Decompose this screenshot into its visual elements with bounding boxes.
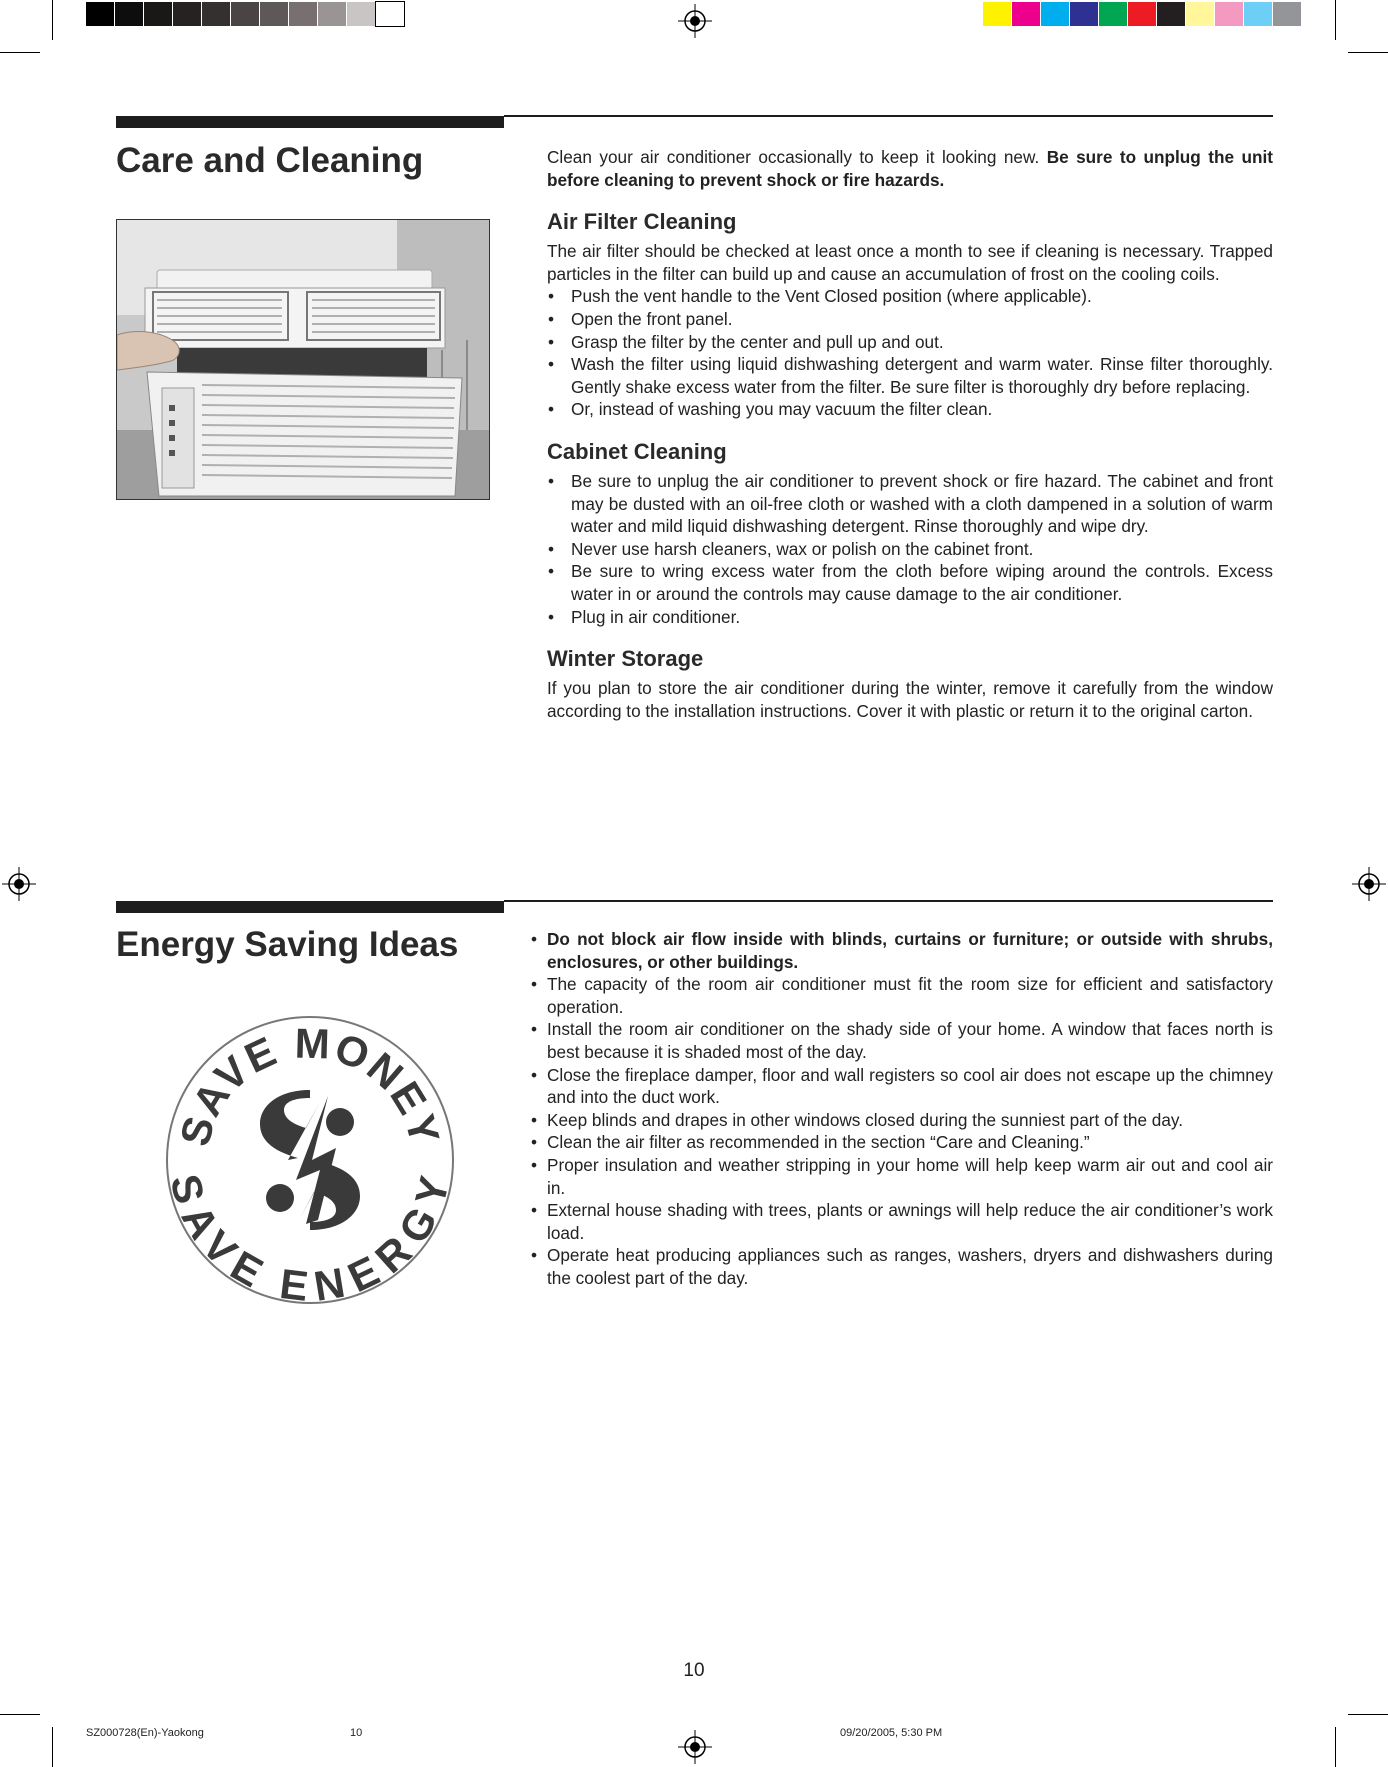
air-conditioner-photo [116,219,490,500]
list-item: • The capacity of the room air conditioner must fit the room size for efficient and satisfactory operation. [520,973,1273,1018]
air-filter-steps [547,285,1273,421]
color-swatch [173,2,201,26]
registration-mark-top [678,4,712,38]
crop-mark [52,1727,53,1767]
list-item: • Close the fireplace damper, floor and wall registers so cool air does not escape up the chimney and into the duct work. [520,1064,1273,1109]
energy-section-title: Energy Saving Ideas [116,925,459,964]
energy-tips [520,928,1273,1290]
care-intro-text: Clean your air conditioner occasionally to keep it looking new. [547,147,1047,167]
list-item: • External house shading with trees, plants or awnings will help reduce the air conditioner’s work load. [520,1199,1273,1244]
list-item: • Wash the filter using liquid dishwashing detergent and warm water. Rinse filter thoroughly. Gently shake excess water from the filter. Be sure filter is thoroughly dry before replacing. [547,353,1273,398]
list-item: • Grasp the filter by the center and pull up and out. [547,331,1273,354]
color-swatch [1157,2,1185,26]
list-item: • Proper insulation and weather stripping in your home will help keep warm air out and cool air in. [520,1154,1273,1199]
list-item: • Operate heat producing appliances such as ranges, washers, dryers and dishwashers during the coolest part of the day. [520,1244,1273,1289]
list-item [520,928,1273,973]
air-filter-heading: Air Filter Cleaning [547,209,737,235]
color-swatch [1099,2,1127,26]
page-number: 10 [683,1660,705,1681]
color-swatch [1186,2,1214,26]
care-text-column [547,146,1273,722]
color-swatch [347,2,375,26]
list-item: • Clean the air filter as recommended in the section “Care and Cleaning.” [520,1131,1273,1154]
color-swatch [86,2,114,26]
color-swatch [983,2,1011,26]
slug-date: 09/20/2005, 5:30 PM [840,1727,943,1739]
section-rule-thick [116,116,504,128]
color-swatch [115,2,143,26]
winter-body: If you plan to store the air conditioner during the winter, remove it carefully from the window according to the installation instructions. Cover it with plastic or return it to the original carton. [547,678,1273,721]
slug-page: 10 [350,1727,363,1739]
list-item: • Push the vent handle to the Vent Closed position (where applicable). [547,285,1273,308]
list-item: • Plug in air conditioner. [547,606,1273,629]
section-rule-thin [504,900,1273,902]
section-rule-thick [116,901,504,913]
color-swatch [289,2,317,26]
cabinet-steps [547,470,1273,628]
registration-mark-bottom [678,1730,712,1764]
list-item: • Or, instead of washing you may vacuum the filter clean. [547,398,1273,421]
air-filter-body: The air filter should be checked at least once a month to see if cleaning is necessary. Trapped particles in the filter can build up and cause an accumulation of frost on the cooling coils. [547,241,1273,284]
color-swatch [1244,2,1272,26]
color-swatch [144,2,172,26]
cabinet-heading: Cabinet Cleaning [547,438,727,464]
energy-text-column [520,928,1273,1290]
list-item: • Open the front panel. [547,308,1273,331]
logo-bottom-text: SAVE ENERGY [161,1169,459,1310]
list-item: • Be sure to wring excess water from the cloth before wiping around the controls. Excess water in or around the controls may cause damage to the air conditioner. [547,560,1273,605]
color-swatch [1041,2,1069,26]
slug-file: SZ000728(En)-Yaokong [86,1727,204,1739]
color-swatch [231,2,259,26]
care-intro-warning: Be sure to unplug the unit before cleaning to prevent shock or fire hazards. [547,147,1273,190]
crop-mark [1348,52,1388,53]
section-rule-thin [504,115,1273,117]
registration-mark-left [2,867,36,901]
registration-mark-right [1352,867,1386,901]
energy-tip-bold: Do not block air flow inside with blinds, curtains or furniture; or outside with shrubs, enclosures, or other buildings. [547,929,1273,972]
color-swatch [318,2,346,26]
list-item: • Never use harsh cleaners, wax or polish on the cabinet front. [547,538,1273,561]
crop-mark [1335,0,1336,40]
color-swatch [376,2,404,26]
list-item: • Keep blinds and drapes in other windows closed during the sunniest part of the day. [520,1109,1273,1132]
crop-mark [0,1714,40,1715]
care-intro [547,146,1273,191]
list-item: • Install the room air conditioner on the shady side of your home. A window that faces north is best because it is shaded most of the day. [520,1018,1273,1063]
crop-mark [0,52,40,53]
care-section-title: Care and Cleaning [116,141,424,180]
list-item: • Be sure to unplug the air conditioner to prevent shock or fire hazard. The cabinet and front may be dusted with an oil-free cloth or washed with a cloth dampened in a solution of warm water and mild liquid dishwashing detergent. Rinse thoroughly and wipe dry. [547,470,1273,538]
crop-mark [1335,1727,1336,1767]
color-swatch [1215,2,1243,26]
color-swatch [1012,2,1040,26]
crop-mark [1348,1714,1388,1715]
color-swatch [1273,2,1301,26]
color-swatch [1070,2,1098,26]
color-swatch [202,2,230,26]
color-swatch [1128,2,1156,26]
color-swatch [260,2,288,26]
save-money-save-energy-logo [160,1010,460,1310]
winter-heading: Winter Storage [547,646,704,672]
logo-top-text: SAVE MONEY [170,1019,450,1151]
crop-mark [52,0,53,40]
